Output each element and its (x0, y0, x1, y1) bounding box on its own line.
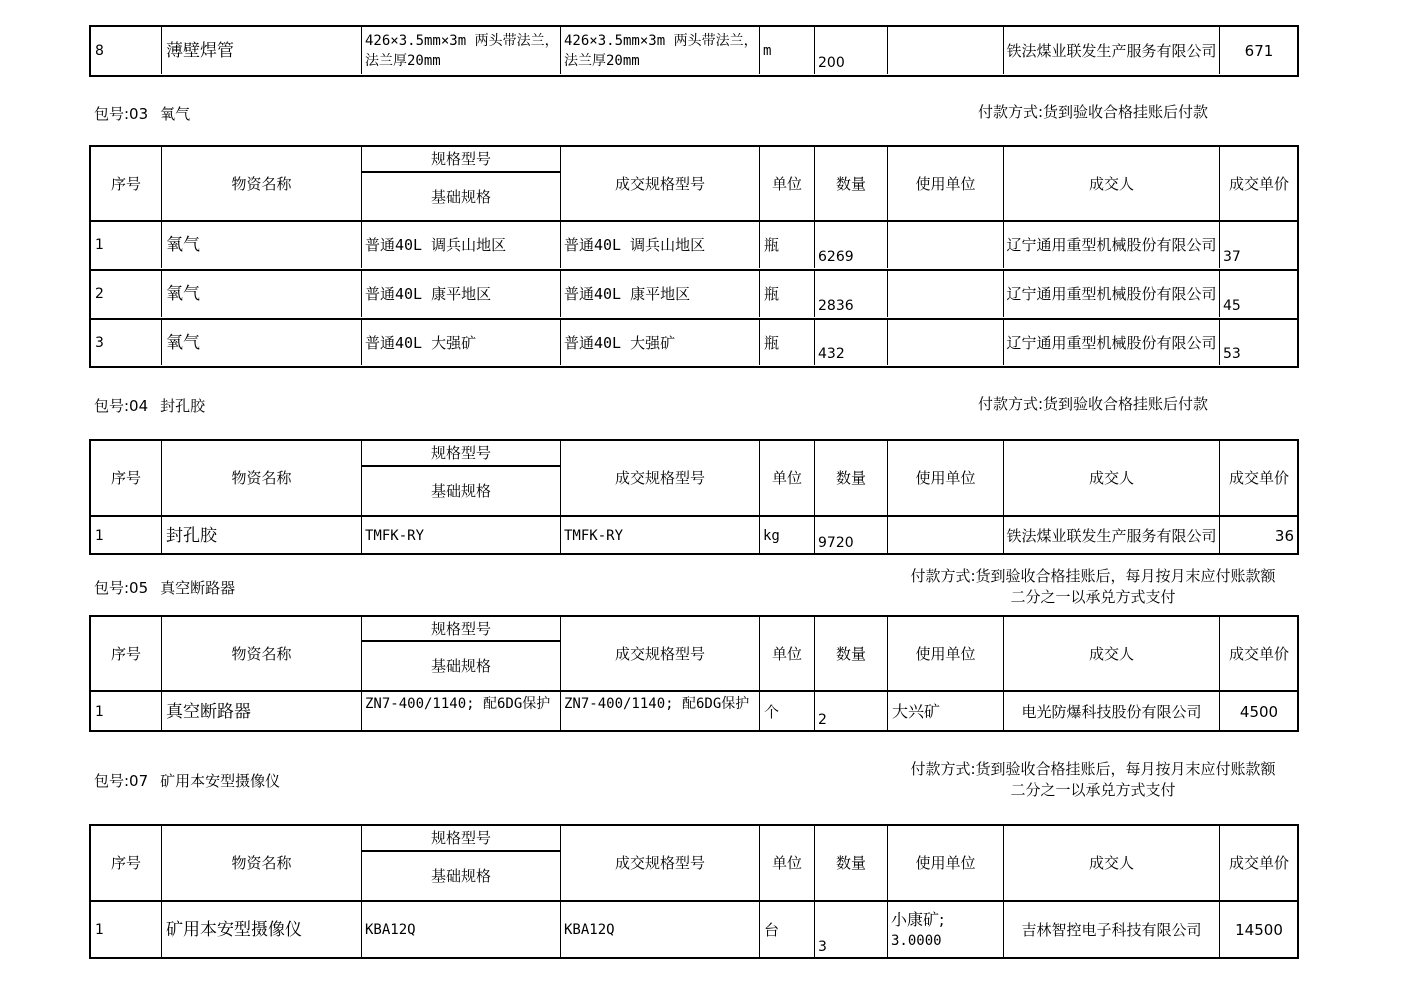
header-spec-group (362, 617, 561, 690)
dealer-cell: 吉林智控电子科技有限公司 (1004, 902, 1220, 958)
header-dealer: 成交人 (1004, 441, 1220, 515)
unit-cell: m (760, 27, 815, 74)
unit-cell: 瓶 (760, 222, 815, 268)
package-heading (94, 103, 202, 124)
qty-cell: 6269 (815, 222, 888, 268)
header-spec-model: 规格型号 (362, 147, 560, 173)
user-cell (888, 222, 1004, 268)
payment-terms: 付款方式:货到验收合格挂账后付款 (977, 103, 1209, 121)
header-unit: 单位 (760, 441, 815, 515)
header-spec-model: 规格型号 (362, 617, 560, 642)
base-spec-cell: 426×3.5mm×3m 两头带法兰，法兰厚20mm (362, 27, 561, 74)
unit-cell: 瓶 (760, 271, 815, 317)
package-heading (94, 395, 217, 416)
header-user: 使用单位 (888, 147, 1004, 220)
user-cell (888, 517, 1004, 554)
user-cell: 大兴矿 (888, 692, 1004, 731)
header-base-spec: 基础规格 (430, 187, 491, 206)
price-cell: 36 (1274, 526, 1294, 545)
table-row (91, 900, 1297, 958)
user-cell (888, 902, 1004, 958)
seq-cell: 8 (91, 27, 162, 74)
header-deal-spec: 成交规格型号 (561, 441, 760, 515)
package-heading (94, 770, 292, 791)
header-user: 使用单位 (888, 826, 1004, 900)
table-package-05 (89, 615, 1299, 732)
deal-spec-cell: ZN7-400/1140; 配6DG保护 (561, 692, 760, 731)
header-unit: 单位 (760, 826, 815, 900)
package-title: 真空断路器 (160, 579, 236, 597)
user-line: 小康矿; (891, 910, 945, 929)
dealer-cell: 辽宁通用重型机械股份有限公司 (1004, 222, 1220, 268)
qty-cell: 9720 (815, 517, 888, 554)
table-row (91, 690, 1297, 731)
seq-cell: 1 (91, 692, 162, 731)
header-seq: 序号 (91, 441, 162, 515)
table-row (91, 27, 1297, 74)
package-title: 矿用本安型摄像仪 (160, 772, 281, 790)
name-cell: 氧气 (162, 271, 362, 317)
header-price: 成交单价 (1228, 469, 1289, 487)
package-title: 封孔胶 (160, 397, 206, 415)
header-seq: 序号 (91, 617, 162, 690)
payment-terms-line: 付款方式:货到验收合格挂账后，每月按月末应付账款额 (910, 760, 1276, 778)
header-user: 使用单位 (888, 441, 1004, 515)
dealer-cell: 铁法煤业联发生产服务有限公司 (1004, 27, 1220, 74)
table-row (91, 269, 1297, 318)
payment-terms-line: 二分之一以承兑方式支付 (1010, 781, 1176, 799)
header-spec-model: 规格型号 (362, 441, 560, 467)
deal-spec-cell: 普通40L 调兵山地区 (561, 222, 760, 268)
unit-cell: kg (760, 517, 815, 554)
deal-spec-cell: TMFK-RY (561, 517, 760, 554)
name-cell: 矿用本安型摄像仪 (162, 902, 362, 958)
base-spec-cell: 普通40L 大强矿 (362, 320, 561, 365)
qty-cell: 432 (815, 320, 888, 365)
header-seq: 序号 (91, 826, 162, 900)
header-spec-group (362, 826, 561, 900)
header-unit: 单位 (760, 617, 815, 690)
header-name: 物资名称 (162, 617, 362, 690)
table-row (91, 515, 1297, 554)
header-name: 物资名称 (162, 826, 362, 900)
dealer-cell: 电光防爆科技股份有限公司 (1004, 692, 1220, 731)
qty-cell: 200 (815, 27, 888, 74)
payment-terms: 付款方式:货到验收合格挂账后付款 (977, 395, 1209, 413)
header-deal-spec: 成交规格型号 (561, 617, 760, 690)
header-spec-group (362, 441, 561, 515)
header-base-spec: 基础规格 (430, 482, 491, 500)
deal-spec-cell: 普通40L 大强矿 (561, 320, 760, 365)
base-spec-cell: 普通40L 康平地区 (362, 271, 561, 317)
header-spec-group (362, 147, 561, 220)
user-cell (888, 271, 1004, 317)
header-qty: 数量 (815, 441, 888, 515)
table-header (91, 147, 1297, 220)
name-cell: 氧气 (162, 222, 362, 268)
seq-cell: 2 (91, 271, 162, 317)
name-cell: 真空断路器 (162, 692, 362, 731)
header-qty: 数量 (815, 147, 888, 220)
qty-cell: 2 (815, 692, 888, 731)
header-dealer: 成交人 (1004, 826, 1220, 900)
table-top (89, 25, 1299, 77)
payment-terms-line: 付款方式:货到验收合格挂账后，每月按月末应付账款额 (910, 567, 1276, 585)
table-package-07 (89, 824, 1299, 959)
header-name: 物资名称 (162, 441, 362, 515)
qty-cell: 3 (815, 902, 888, 958)
base-spec-cell: TMFK-RY (362, 517, 561, 554)
table-header (91, 441, 1297, 515)
package-label: 包号:05 (94, 579, 149, 597)
package-label: 包号:03 (94, 105, 149, 123)
price-cell: 14500 (1235, 921, 1283, 939)
header-deal-spec: 成交规格型号 (561, 826, 760, 900)
header-unit: 单位 (760, 147, 815, 220)
seq-cell: 3 (91, 320, 162, 365)
user-cell (888, 27, 1004, 74)
qty-cell: 2836 (815, 271, 888, 317)
header-dealer: 成交人 (1004, 147, 1220, 220)
deal-spec-cell: 普通40L 康平地区 (561, 271, 760, 317)
table-row (91, 318, 1297, 365)
header-base-spec: 基础规格 (430, 657, 491, 675)
deal-spec-cell: KBA12Q (561, 902, 760, 958)
name-cell: 氧气 (162, 320, 362, 365)
table-header (91, 617, 1297, 690)
dealer-cell: 辽宁通用重型机械股份有限公司 (1004, 320, 1220, 365)
price-cell: 37 (1223, 249, 1241, 265)
seq-cell: 1 (91, 517, 162, 554)
header-price: 成交单价 (1228, 644, 1289, 663)
payment-terms (880, 566, 1306, 608)
payment-terms (880, 759, 1306, 801)
seq-cell: 1 (91, 222, 162, 268)
header-deal-spec: 成交规格型号 (561, 147, 760, 220)
base-spec-cell: KBA12Q (362, 902, 561, 958)
unit-cell: 台 (760, 902, 815, 958)
package-heading (94, 577, 247, 598)
dealer-cell: 辽宁通用重型机械股份有限公司 (1004, 271, 1220, 317)
package-title: 氧气 (160, 105, 191, 123)
table-package-04 (89, 439, 1299, 555)
unit-cell: 个 (760, 692, 815, 731)
name-cell: 薄壁焊管 (162, 27, 362, 74)
table-header (91, 826, 1297, 900)
header-base-spec: 基础规格 (430, 867, 491, 885)
deal-spec-cell: 426×3.5mm×3m 两头带法兰，法兰厚20mm (561, 27, 760, 74)
name-cell: 封孔胶 (162, 517, 362, 554)
user-cell (888, 320, 1004, 365)
header-seq: 序号 (91, 147, 162, 220)
header-qty: 数量 (815, 617, 888, 690)
header-name: 物资名称 (162, 147, 362, 220)
header-user: 使用单位 (888, 617, 1004, 690)
header-price: 成交单价 (1228, 854, 1289, 872)
payment-terms-line: 二分之一以承兑方式支付 (1010, 588, 1176, 606)
base-spec-cell: 普通40L 调兵山地区 (362, 222, 561, 268)
price-cell: 4500 (1239, 702, 1279, 721)
price-cell: 53 (1223, 346, 1241, 362)
package-label: 包号:04 (94, 397, 149, 415)
header-qty: 数量 (815, 826, 888, 900)
user-line: 3.0000 (891, 933, 942, 949)
price-cell: 671 (1244, 41, 1274, 60)
base-spec-cell: ZN7-400/1140; 配6DG保护 (362, 692, 561, 731)
package-label: 包号:07 (94, 772, 149, 790)
unit-cell: 瓶 (760, 320, 815, 365)
header-dealer: 成交人 (1004, 617, 1220, 690)
table-row (91, 220, 1297, 269)
seq-cell: 1 (91, 902, 162, 958)
price-cell: 45 (1223, 298, 1241, 314)
header-spec-model: 规格型号 (362, 826, 560, 852)
dealer-cell: 铁法煤业联发生产服务有限公司 (1004, 517, 1220, 554)
header-price: 成交单价 (1228, 174, 1289, 193)
table-package-03 (89, 145, 1299, 368)
